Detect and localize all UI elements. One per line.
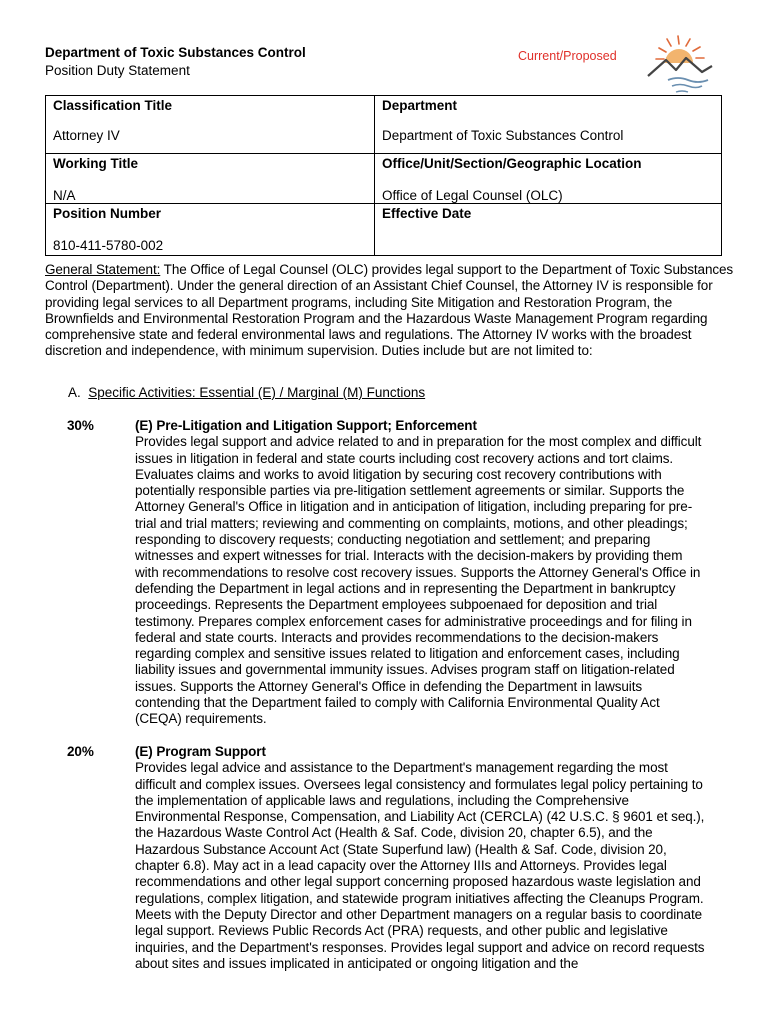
position-number-value: 810-411-5780-002 bbox=[53, 238, 164, 253]
duty-percent: 20% bbox=[67, 744, 94, 759]
duty-text: Provides legal advice and assistance to the Department's management regarding the most difficult and complex issues. Oversees legal consistency and formulates legal policy pertaining to the implementation of applicable laws and regulations, including the Comprehensive Environmental Response, Compensation, and Liability Act (CERCLA) (42 U.S.C. § 9601 et seq.), the Hazardous Waste Control Act (Health & Saf. Code, division 20, chapter 6.5), and the Hazardous Substance Account Act (State Superfund law) (Health & Saf. Code, division 20, chapter 6.8). May act in a lead capacity over the Attorney IIIs and Attorneys. Provides legal recommendations and other legal support concerning proposed hazardous waste legislation and regulations, complex litigation, and statewide program initiatives affecting the Cleanups Program. Meets with the Deputy Director and other Department managers on a regular basis to coordinate legal support. Reviews Public Records Act (PRA) requests, and other public and legislative inquiries, and the Department's responses. Provides legal support and advice on record requests about sites and issues implicated in anticipated or ongoing litigation and the bbox=[135, 760, 705, 971]
department-cell bbox=[375, 96, 722, 154]
office-location-value: Office of Legal Counsel (OLC) bbox=[382, 188, 563, 203]
duty-text: Provides legal support and advice related to and in preparation for the most complex and difficult issues in litigation in federal and state courts including cost recovery actions and tort claims. Evaluates claims and works to avoid litigation by securing cost recovery contributions with potentially responsible parties via pre-litigation settlement agreements or similar. Supports the Attorney General's Office in litigation and in anticipation of litigation, including preparing for pre-trial and trial matters; reviewing and commenting on complaints, motions, and other pleadings; responding to discovery requests; conducting negotiation and settlement; and preparing witnesses and expert witnesses for trial. Interacts with the decision-makers by providing them with recommendations to resolve cost recovery issues. Supports the Attorney General's Office in defending the Department in legal actions and in representing the Department in bankruptcy proceedings. Represents the Department employees subpoenaed for deposition and trial testimony. Prepares complex enforcement cases for administrative proceedings and for filing in federal and state courts. Interacts and provides recommendations to the decision-makers regarding complex and sensitive issues related to litigation and enforcement cases, including liability issues and governmental immunity issues. Advises program staff on litigation-related issues. Supports the Attorney General's Office in defending the Department in lawsuits contending that the Department failed to comply with California Environmental Quality Act (CEQA) requirements. bbox=[135, 434, 702, 727]
duty-title: (E) Program Support bbox=[135, 744, 266, 759]
status-label: Current/Proposed bbox=[518, 49, 617, 63]
duty-title: (E) Pre-Litigation and Litigation Support; Enforcement bbox=[135, 418, 477, 433]
classification-title-label: Classification Title bbox=[53, 98, 173, 113]
department-label: Department bbox=[382, 98, 458, 113]
position-number-cell bbox=[46, 204, 375, 256]
position-info-table bbox=[45, 95, 722, 256]
general-statement-text: The Office of Legal Counsel (OLC) provides legal support to the Department of Toxic Substances Control (Department). Under the general direction of an Assistant Chief Counsel, the Attorney IV is responsible for providing legal services to all Department programs, including Site Mitigation and Restoration Program, the Brownfields and Environmental Restoration Program and the Hazardous Waste Management Program regarding comprehensive state and federal environmental laws and regulations. The Attorney IV works with the broadest discretion and independence, with minimum supervision. Duties include but are not limited to: bbox=[45, 262, 734, 359]
document-subtitle: Position Duty Statement bbox=[45, 63, 190, 78]
office-location-cell bbox=[375, 154, 722, 204]
working-title-value: N/A bbox=[53, 188, 76, 203]
department-value: Department of Toxic Substances Control bbox=[382, 128, 624, 143]
general-statement-label: General Statement: bbox=[45, 262, 161, 277]
position-number-label: Position Number bbox=[53, 206, 162, 221]
duty-percent: 30% bbox=[67, 418, 94, 433]
specific-activities-heading bbox=[68, 385, 425, 400]
effective-date-cell bbox=[375, 204, 722, 256]
working-title-cell bbox=[46, 154, 375, 204]
general-statement bbox=[45, 262, 735, 360]
classification-title-value: Attorney IV bbox=[53, 128, 120, 143]
classification-title-cell bbox=[46, 96, 375, 154]
specific-activities-marker: A. bbox=[68, 385, 81, 400]
specific-activities-text: Specific Activities: Essential (E) / Marginal (M) Functions bbox=[88, 385, 426, 400]
office-location-label: Office/Unit/Section/Geographic Location bbox=[382, 156, 642, 171]
document-title: Department of Toxic Substances Control bbox=[45, 45, 306, 60]
effective-date-label: Effective Date bbox=[382, 206, 472, 221]
working-title-label: Working Title bbox=[53, 156, 139, 171]
dtsc-sun-mountain-logo-icon bbox=[640, 30, 720, 100]
